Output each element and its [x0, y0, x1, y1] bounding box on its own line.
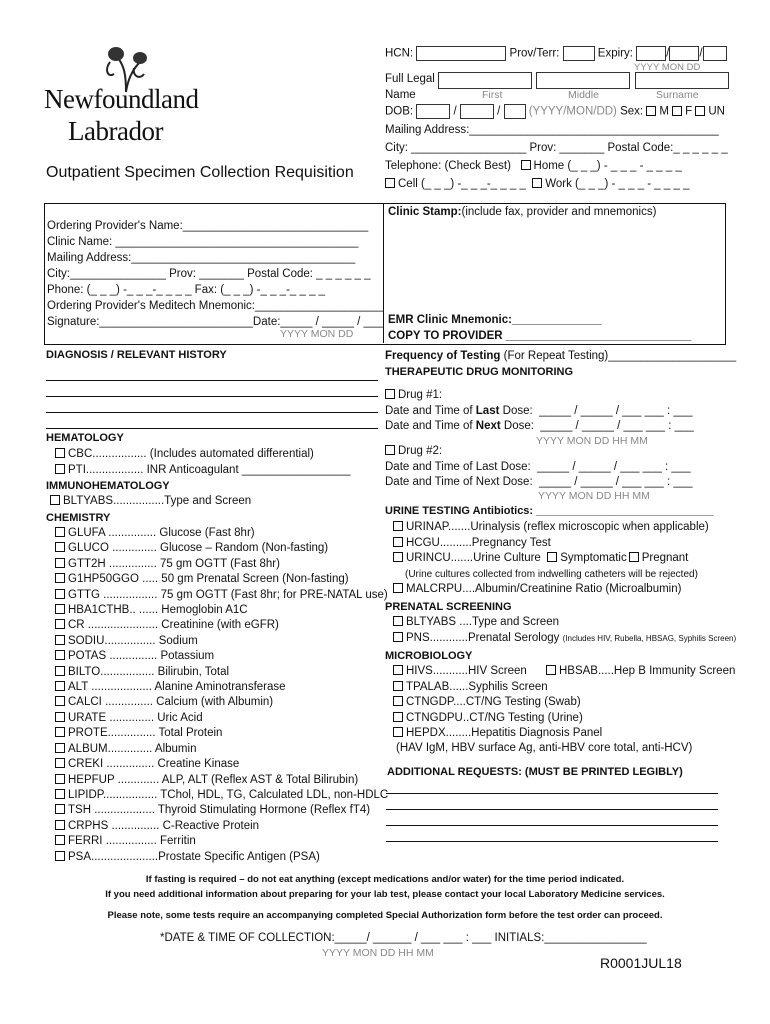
sex-label: Sex:: [620, 105, 644, 118]
chemistry-label: FERRI ................ Ferritin: [68, 835, 196, 848]
hematology-list: [55, 446, 351, 478]
chemistry-checkbox[interactable]: [55, 835, 65, 845]
provider-name-field[interactable]: Ordering Provider's Name:_____________________________: [47, 220, 369, 232]
emr-mnemonic-field[interactable]: EMR Clinic Mnemonic:______________: [388, 314, 602, 326]
drug1-next-blanks: _____ / _____ / ___ ___ : ___: [540, 420, 694, 432]
chemistry-label: HBA1CTHB.. ...... Hemoglobin A1C: [68, 604, 248, 617]
additional-line-1[interactable]: [386, 793, 718, 794]
chemistry-checkbox[interactable]: [55, 804, 65, 814]
drug1-next-dose-field[interactable]: [385, 419, 694, 435]
middle-caption: Middle: [568, 89, 599, 101]
fasting-note: If fasting is required – do not eat anything (except medications and/or water) for the time period indicated.: [145, 874, 625, 885]
test-item-chemistry: [55, 526, 388, 541]
dose-suffix-1: Dose:: [499, 404, 533, 417]
immuno-heading: IMMUNOHEMATOLOGY: [46, 480, 170, 492]
full-legal-label: Full Legal: [385, 73, 435, 85]
pns-label: PNS............Prenatal Serology: [406, 631, 560, 644]
middle-name-input[interactable]: [536, 72, 630, 89]
test-item-chemistry: [55, 557, 388, 572]
sex-m-label: M: [659, 105, 669, 118]
provider-date-units: YYYY MON DD: [280, 328, 354, 340]
copy-to-provider-field[interactable]: COPY TO PROVIDER _____________________________: [388, 330, 692, 342]
chemistry-checkbox[interactable]: [55, 650, 65, 660]
sex-f-checkbox[interactable]: [672, 106, 682, 116]
collection-field[interactable]: *DATE & TIME OF COLLECTION:_____/ ______ / ___ ___ : ___ INITIALS:________________: [160, 932, 647, 944]
chemistry-label: BILTO................. Bilirubin, Total: [68, 665, 230, 678]
drug1-label: Drug #1:: [398, 389, 443, 401]
test-item-chemistry: [55, 649, 388, 664]
expiry-units: YYYY MON DD: [634, 62, 701, 73]
surname-input[interactable]: [635, 72, 729, 89]
chemistry-label: G1HP50GGO ..... 50 gm Prenatal Screen (Non-fasting): [68, 573, 349, 586]
dob-month-input[interactable]: [460, 104, 494, 119]
special-auth-note: Please note, some tests require an accompanying completed Special Authorization form before the test order can proceed.: [107, 910, 663, 921]
dob-format: (YYYY/MON/DD): [528, 105, 617, 118]
drug2-next-dose-field[interactable]: [385, 475, 693, 491]
hematology-heading: HEMATOLOGY: [46, 432, 124, 444]
bltyabs-label: BLTYABS................Type and Screen: [63, 495, 252, 507]
pns-note: (Includes HIV, Rubella, HBSAG, Syphilis Screen): [562, 633, 737, 643]
clinic-stamp-note: (include fax, provider and mnemonics): [461, 206, 657, 218]
dob-day-input[interactable]: [504, 104, 526, 119]
chemistry-label: TSH ................... Thyroid Stimulating Hormone (Reflex fT4): [68, 804, 371, 817]
test-item-chemistry: [55, 618, 388, 633]
clinic-stamp-label: Clinic Stamp:: [388, 206, 462, 218]
last-word: Last: [475, 404, 500, 417]
test-item-cbc: [55, 446, 351, 462]
test-item-chemistry: [55, 588, 388, 603]
hcn-row: HCN: Prov/Terr: Expiry: / /: [385, 46, 727, 62]
drug1-last-blanks: _____ / _____ / ___ ___ : ___: [539, 404, 693, 417]
chemistry-label: ALBUM.............. Albumin: [68, 742, 197, 755]
test-item-chemistry: [55, 757, 388, 772]
cell-work-row: [385, 177, 689, 192]
test-item-chemistry: [55, 819, 388, 834]
tdm-heading: THERAPEUTIC DRUG MONITORING: [385, 366, 574, 378]
test-item-chemistry: [55, 773, 388, 788]
ctngdpu-checkbox[interactable]: [393, 712, 403, 722]
hepdx-note: (HAV IgM, HBV surface Ag, anti-HBV core total, anti-HCV): [396, 742, 693, 754]
additional-line-3[interactable]: [386, 825, 718, 826]
chemistry-checkbox[interactable]: [55, 681, 65, 691]
urincu-label: URINCU.......Urine Culture: [406, 552, 541, 564]
chemistry-label: POTAS ............... Potassium: [68, 650, 215, 663]
collection-units: YYYY MON DD HH MM: [322, 947, 434, 959]
drug2-next-label: Date and Time of Next Dose:: [385, 476, 533, 488]
chemistry-checkbox[interactable]: [55, 558, 65, 568]
prov-terr-label: Prov/Terr:: [509, 47, 560, 60]
hivs-label: HIVS...........HIV Screen: [406, 665, 527, 677]
surname-caption: Surname: [656, 89, 699, 101]
diagnosis-line-2[interactable]: [46, 396, 378, 397]
dose-suffix-2: Dose:: [500, 420, 534, 432]
pti-checkbox[interactable]: [55, 464, 65, 474]
mailing-address-field[interactable]: Mailing Address:_______________________________________: [385, 124, 719, 136]
chemistry-checkbox[interactable]: [55, 743, 65, 753]
chemistry-checkbox[interactable]: [55, 542, 65, 552]
chemistry-label: CR ...................... Creatinine (with eGFR): [68, 619, 279, 632]
work-phone-field[interactable]: Work (_ _ _) - _ _ _ - _ _ _ _: [545, 178, 690, 190]
chemistry-label: PSA.....................Prostate Specific Antigen (PSA): [68, 850, 320, 863]
prenatal-bltyabs-label: BLTYABS ....Type and Screen: [406, 616, 559, 628]
additional-line-2[interactable]: [386, 809, 718, 810]
name-inputs: [438, 72, 729, 90]
chemistry-checkbox[interactable]: [55, 619, 65, 629]
chemistry-checkbox[interactable]: [55, 774, 65, 784]
urinap-checkbox[interactable]: [393, 521, 403, 531]
hcgu-checkbox[interactable]: [393, 537, 403, 547]
test-item-pti: [55, 462, 351, 478]
chemistry-checkbox[interactable]: [55, 789, 65, 799]
test-item-chemistry: [55, 834, 388, 849]
drug1-units: YYYY MON DD HH MM: [536, 435, 648, 447]
first-name-input[interactable]: [438, 72, 532, 89]
pregnant-label: Pregnant: [641, 552, 689, 564]
test-item-chemistry: [55, 680, 388, 695]
form-code: R0001JUL18: [600, 955, 682, 971]
sex-un-label: UN: [708, 105, 725, 118]
city-field[interactable]: City: __________________ Prov: _______ Postal Code:_ _ _ _ _ _: [385, 142, 728, 154]
chemistry-checkbox[interactable]: [55, 696, 65, 706]
test-item-chemistry: [55, 803, 388, 818]
pti-label: PTI.................. INR Anticoagulant _________________: [68, 464, 351, 476]
expiry-month-input[interactable]: [669, 46, 699, 61]
urine-list: [393, 520, 709, 598]
symptomatic-label: Symptomatic: [560, 552, 627, 564]
chemistry-checkbox[interactable]: [55, 851, 65, 861]
prenatal-bltyabs-checkbox[interactable]: [393, 616, 403, 626]
chemistry-label: LIPIDP................. TChol, HDL, TG, Calculated LDL, non-HDLC: [68, 788, 389, 801]
sex-m-checkbox[interactable]: [646, 106, 656, 116]
chemistry-checkbox[interactable]: [55, 712, 65, 722]
drug1-checkbox[interactable]: [385, 389, 395, 399]
micro-heading: MICROBIOLOGY: [385, 650, 473, 662]
drug2-last-dose-field[interactable]: [385, 460, 693, 476]
malcrpu-label: MALCRPU....Albumin/Creatinine Ratio (Microalbumin): [406, 583, 682, 595]
pns-checkbox[interactable]: [393, 632, 403, 642]
symptomatic-checkbox[interactable]: [547, 552, 557, 562]
expiry-day-input[interactable]: [703, 46, 727, 61]
additional-heading: ADDITIONAL REQUESTS: (MUST BE PRINTED LEGIBLY): [387, 766, 683, 778]
test-item-chemistry: [55, 726, 388, 741]
chemistry-label: HEPFUP ............. ALP, ALT (Reflex AST & Total Bilirubin): [68, 773, 359, 786]
ctngdp-checkbox[interactable]: [393, 696, 403, 706]
test-item-chemistry: [55, 541, 388, 556]
chemistry-list: [55, 526, 388, 865]
home-phone-field[interactable]: Home (_ _ _) - _ _ _ - _ _ _ _: [533, 160, 682, 172]
provider-city-field[interactable]: City:_______________ Prov: _______ Postal Code: _ _ _ _ _ _: [47, 268, 371, 280]
drug1-block: [385, 388, 694, 435]
ctngdp-label: CTNGDP....CT/NG Testing (Swab): [406, 696, 581, 708]
urincu-checkbox[interactable]: [393, 552, 403, 562]
tpalab-checkbox[interactable]: [393, 681, 403, 691]
drug1-next-prefix: Date and Time of: [385, 420, 476, 432]
dob-year-input[interactable]: [416, 104, 450, 119]
chemistry-checkbox[interactable]: [55, 573, 65, 583]
chemistry-label: GTT2H ............... 75 gm OGTT (Fast 8hr): [68, 557, 280, 570]
telephone-row: [385, 159, 682, 174]
chemistry-checkbox[interactable]: [55, 758, 65, 768]
pregnant-checkbox[interactable]: [629, 552, 639, 562]
cbc-label: CBC................. (Includes automated differential): [68, 448, 314, 460]
logo: [44, 44, 199, 154]
ctngdpu-label: CTNGDPU..CT/NG Testing (Urine): [406, 711, 583, 724]
drug2-checkbox[interactable]: [385, 445, 395, 455]
bltyabs-checkbox[interactable]: [50, 495, 60, 505]
test-item-chemistry: [55, 634, 388, 649]
diagnosis-line-3[interactable]: [46, 412, 378, 413]
additional-line-4[interactable]: [386, 841, 718, 842]
sex-un-checkbox[interactable]: [695, 106, 705, 116]
drug2-last-label: Date and Time of Last Dose:: [385, 460, 531, 473]
chemistry-heading: CHEMISTRY: [46, 512, 111, 524]
cell-phone-field[interactable]: Cell (_ _ _) -_ _ _-_ _ _ _: [398, 178, 526, 190]
hivs-checkbox[interactable]: [393, 665, 403, 675]
dob-label: DOB:: [385, 105, 414, 118]
expiry-year-input[interactable]: [636, 46, 666, 61]
frequency-rest: (For Repeat Testing)____________________: [500, 350, 737, 362]
frame-divider: [383, 203, 384, 343]
diagnosis-heading: DIAGNOSIS / RELEVANT HISTORY: [46, 349, 227, 361]
prenatal-list: [393, 615, 736, 646]
chemistry-label: GLUFA ............... Glucose (Fast 8hr): [68, 527, 255, 539]
chemistry-checkbox[interactable]: [55, 727, 65, 737]
clinic-name-field[interactable]: Clinic Name: ______________________________________: [47, 236, 359, 248]
chemistry-checkbox[interactable]: [55, 527, 65, 537]
sex-f-label: F: [685, 105, 693, 118]
frequency-label: Frequency of Testing: [385, 350, 501, 362]
test-item-chemistry: [55, 742, 388, 757]
drug2-last-blanks: _____ / _____ / ___ ___ : ___: [537, 460, 691, 473]
urine-note: (Urine cultures collected from indwelling catheters will be rejected): [405, 568, 698, 580]
urine-heading-label: URINE TESTING Antibiotics:: [385, 505, 534, 517]
prenatal-heading: PRENATAL SCREENING: [385, 601, 512, 613]
info-note: If you need additional information about preparing for your lab test, please contact your local Laboratory Medicine services.: [105, 889, 665, 900]
test-item-chemistry: [55, 603, 388, 618]
drug1-last-prefix: Date and Time of: [385, 404, 476, 417]
cell-checkbox[interactable]: [385, 178, 395, 188]
form-title: Outpatient Specimen Collection Requisition: [46, 164, 354, 181]
chemistry-label: CALCI ............... Calcium (with Albumin): [68, 696, 274, 709]
chemistry-label: CRPHS ............... C-Reactive Protein: [68, 819, 260, 832]
meditech-mnemonic-field[interactable]: Ordering Provider's Meditech Mnemonic:____________________: [47, 300, 383, 312]
chemistry-checkbox[interactable]: [55, 666, 65, 676]
chemistry-label: GTTG ................. 75 gm OGTT (Fast 8hr; for PRE-NATAL use): [68, 588, 388, 601]
prov-terr-input[interactable]: [563, 46, 595, 61]
urine-heading[interactable]: URINE TESTING Antibiotics: _____________________________: [385, 505, 714, 517]
home-checkbox[interactable]: [521, 160, 531, 170]
test-item-chemistry: [55, 850, 388, 865]
test-item-bltyabs: [50, 494, 251, 509]
chemistry-label: URATE .............. Uric Acid: [68, 711, 203, 724]
chemistry-checkbox[interactable]: [55, 820, 65, 830]
frequency-field[interactable]: [385, 349, 736, 364]
drug2-units: YYYY MON DD HH MM: [538, 490, 650, 502]
provider-mailing-field[interactable]: Mailing Address:___________________________________: [47, 252, 356, 264]
test-item-chemistry: [55, 711, 388, 726]
chemistry-checkbox[interactable]: [55, 589, 65, 599]
chemistry-label: ALT ................... Alanine Aminotransferase: [68, 681, 286, 694]
malcrpu-checkbox[interactable]: [393, 583, 403, 593]
clinic-stamp: [388, 205, 656, 220]
name-label: Name: [385, 89, 416, 101]
drug2-next-blanks: _____ / _____ / ___ ___ : ___: [539, 476, 693, 488]
hbsab-checkbox[interactable]: [546, 665, 556, 675]
test-item-chemistry: [55, 695, 388, 710]
hcgu-label: HCGU..........Pregnancy Test: [406, 536, 551, 549]
chemistry-label: CREKI ............... Creatine Kinase: [68, 758, 240, 771]
hcn-label: HCN:: [385, 47, 414, 60]
work-checkbox[interactable]: [532, 178, 542, 188]
provider-block: [47, 218, 383, 330]
next-word: Next: [475, 420, 501, 432]
first-caption: First: [482, 89, 503, 101]
telephone-label: Telephone: (Check Best): [385, 160, 511, 172]
logo-line-2: Labrador: [68, 116, 163, 146]
test-item-chemistry: [55, 788, 388, 803]
tpalab-label: TPALAB......Syphilis Screen: [406, 680, 548, 693]
cbc-checkbox[interactable]: [55, 448, 65, 458]
chemistry-label: PROTE............... Total Protein: [68, 727, 223, 740]
hcn-input[interactable]: [416, 46, 506, 61]
drug2-label: Drug #2:: [398, 445, 443, 457]
hepdx-checkbox[interactable]: [393, 727, 403, 737]
micro-list: [393, 664, 735, 742]
drug2-block: [385, 444, 693, 491]
hbsab-label: HBSAB.....Hep B Immunity Screen: [558, 665, 736, 677]
chemistry-label: SODIU................ Sodium: [68, 634, 198, 647]
logo-line-1: Newfoundland: [44, 84, 199, 114]
drug1-last-dose-field[interactable]: [385, 404, 694, 420]
test-item-chemistry: [55, 572, 388, 587]
chemistry-checkbox[interactable]: [55, 635, 65, 645]
signature-field[interactable]: Signature:________________________Date:_____ / _____ / ___: [47, 316, 383, 328]
chemistry-label: GLUCO .............. Glucose – Random (Non-fasting): [68, 542, 329, 555]
provider-phone-field[interactable]: Phone: (_ _ _) -_ _ _-_ _ _ _ Fax: (_ _ _) -_ _ _-_ _ _ _: [47, 284, 326, 296]
dob-row: DOB: / / (YYYY/MON/DD) Sex: M F UN: [385, 105, 725, 118]
chemistry-checkbox[interactable]: [55, 604, 65, 614]
expiry-label: Expiry:: [597, 47, 633, 60]
diagnosis-line-4[interactable]: [46, 428, 378, 429]
test-item-chemistry: [55, 665, 388, 680]
diagnosis-line-1[interactable]: [46, 380, 378, 381]
hepdx-label: HEPDX........Hepatitis Diagnosis Panel: [406, 727, 603, 739]
urinap-label: URINAP.......Urinalysis (reflex microscopic when applicable): [406, 521, 709, 533]
